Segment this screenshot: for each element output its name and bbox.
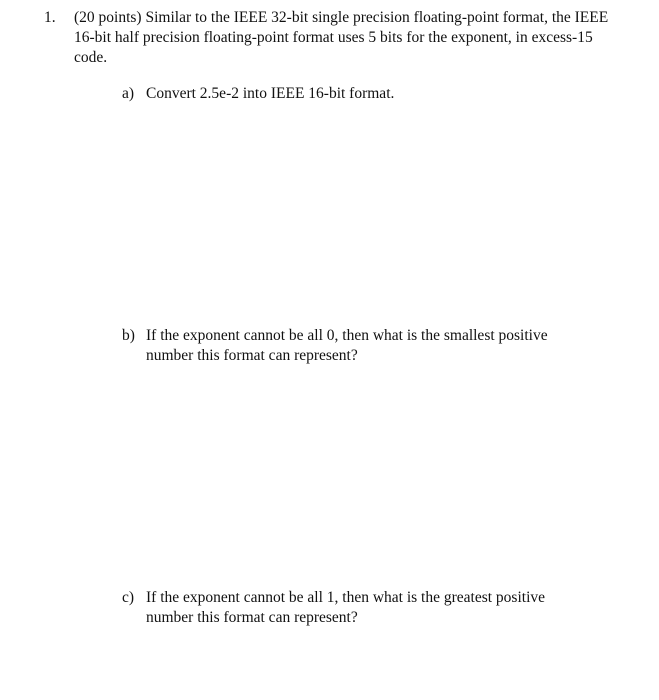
part-b-letter: b)	[122, 327, 135, 344]
part-a-letter: a)	[122, 85, 135, 102]
question-prompt: (20 points) Similar to the IEEE 32-bit single precision floating-point format, the IEEE 16-bit half precision floating-point format uses 5 bits for the exponent, in excess-15 code.	[74, 9, 609, 66]
part-c-letter: c)	[122, 589, 135, 606]
question-number: 1.	[44, 9, 56, 26]
part-b-text: If the exponent cannot be all 0, then what is the smallest positive number this format can represent?	[146, 327, 548, 364]
part-c-text: If the exponent cannot be all 1, then what is the greatest positive number this format can represent?	[146, 589, 546, 626]
part-a-text: Convert 2.5e-2 into IEEE 16-bit format.	[146, 85, 395, 102]
